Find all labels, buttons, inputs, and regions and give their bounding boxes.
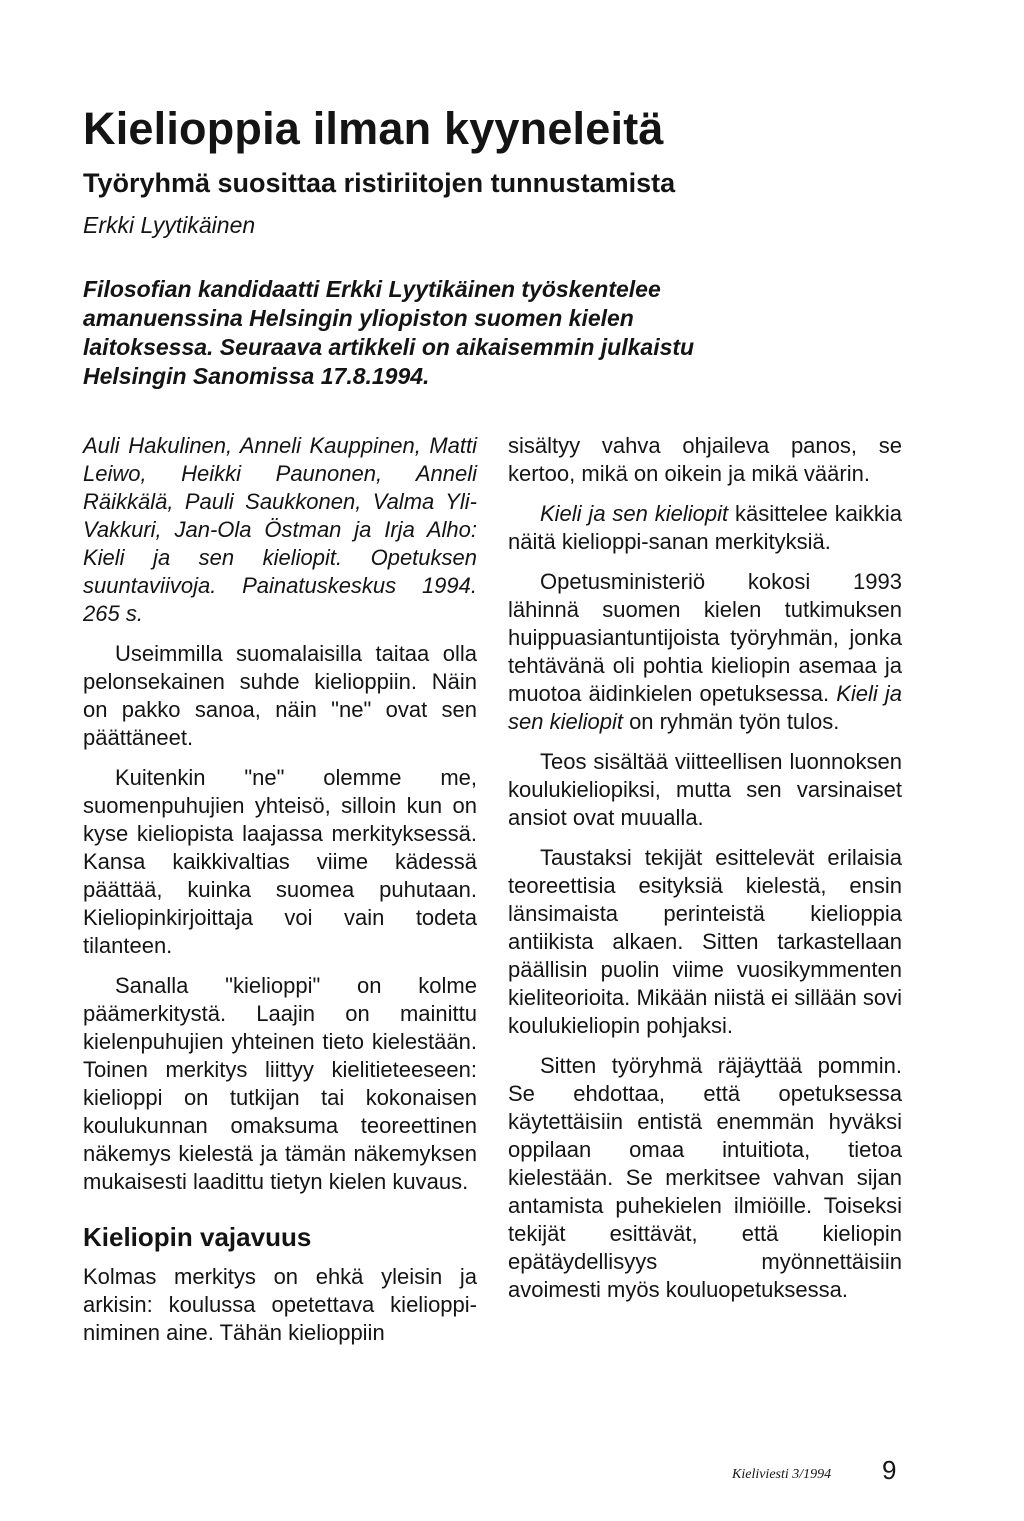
paragraph: Kolmas merkitys on ehkä yleisin ja arkisin: koulussa opetettava kielioppi-niminen aine. Tähän kielioppiin [83, 1264, 477, 1346]
right-column [508, 432, 902, 1316]
paragraph-text: on ryhmän työn tulos. [622, 709, 840, 734]
paragraph: Teos sisältää viitteellisen luonnoksen koulukieliopiksi, mutta sen varsinaiset ansiot ovat muualla. [508, 749, 902, 830]
paragraph: Sanalla "kielioppi" on kolme päämerkitystä. Laajin on mainittu kielenpuhujien yhteinen tieto kielestään. Toinen merkitys liittyy kielitieteeseen: kielioppi on tutkijan tai kokonaisen koulukunnan omaksuma teoreettinen näkemys kielestä ja tämän näkemyksen mukaisesti laadittu tietyn kielen kuvaus. [83, 973, 477, 1194]
paragraph-text: Opetusministeriö kokosi 1993 lähinnä suomen kielen tutkimuksen huippuasiantuntijoista työryhmän, jonka tehtävänä oli pohtia kieliopin asemaa ja muotoa äidinkielen opetuksessa. [508, 569, 902, 706]
paragraph: sisältyy vahva ohjaileva panos, se kertoo, mikä on oikein ja mikä väärin. [508, 433, 902, 486]
left-column [83, 432, 477, 1359]
paragraph [508, 500, 902, 556]
paragraph [508, 568, 902, 736]
book-reference: Auli Hakulinen, Anneli Kauppinen, Matti Leiwo, Heikki Paunonen, Anneli Räikkälä, Pauli Saukkonen, Valma Yli-Vakkuri, Jan-Ola Östman ja Irja Alho: Kieli ja sen kieliopit. Opetuksen suuntaviivoja. Painatuskeskus 1994. 265 s. [83, 433, 477, 626]
article-author: Erkki Lyytikäinen [83, 212, 256, 238]
paragraph-text: käsittelee kaikkia näitä kielioppi-sanan merkityksiä. [508, 501, 903, 554]
paragraph: Taustaksi tekijät esittelevät erilaisia teoreettisia esityksiä kielestä, ensin länsimaista perinteistä kielioppia antiikista alkaen. Sitten tarkastellaan päällisin puolin viime vuosikymmenten kieliteorioita. Mikään niistä ei sillään sovi koulukieliopin pohjaksi. [508, 845, 902, 1038]
section-heading: Kieliopin vajavuus [83, 1222, 312, 1252]
paragraph: Useimmilla suomalaisilla taitaa olla pelonsekainen suhde kielioppiin. Näin on pakko sanoa, näin "ne" ovat sen päättäneet. [83, 641, 477, 750]
book-title: Kieli ja sen kieliopit [508, 681, 902, 734]
paragraph: Kuitenkin "ne" olemme me, suomenpuhujien yhteisö, silloin kun on kyse kieliopista laajassa merkityksessä. Kansa kaikkivaltias viime kädessä päättää, kuinka suomea puhutaan. Kieliopinkirjoittaja voi vain todeta tilanteen. [83, 765, 477, 958]
article-lead: Filosofian kandidaatti Erkki Lyytikäinen työskentelee amanuenssina Helsingin yliopiston suomen kielen laitoksessa. Seuraava artikkeli on aikaisemmin julkaistu Helsingin Sanomissa 17.8.1994. [83, 276, 695, 389]
magazine-name: Kieliviesti 3/1994 [732, 1467, 832, 1482]
page-number: 9 [882, 1455, 897, 1485]
paragraph: Sitten työryhmä räjäyttää pommin. Se ehdottaa, että opetuksessa käytettäisiin entistä enemmän hyväksi oppilaan omaa intuitiota, tietoa kielestään. Se merkitsee vahvan sijan antamista puhekielen ilmiöille. Toiseksi tekijät esittävät, että kieliopin epätäydellisyys myönnettäisiin avoimesti myös kouluopetuksessa. [508, 1053, 902, 1302]
article-subtitle: Työryhmä suosittaa ristiriitojen tunnustamista [83, 168, 676, 198]
book-title: Kieli ja sen kieliopit [540, 501, 729, 526]
article-title: Kielioppia ilman kyyneleitä [83, 103, 664, 154]
